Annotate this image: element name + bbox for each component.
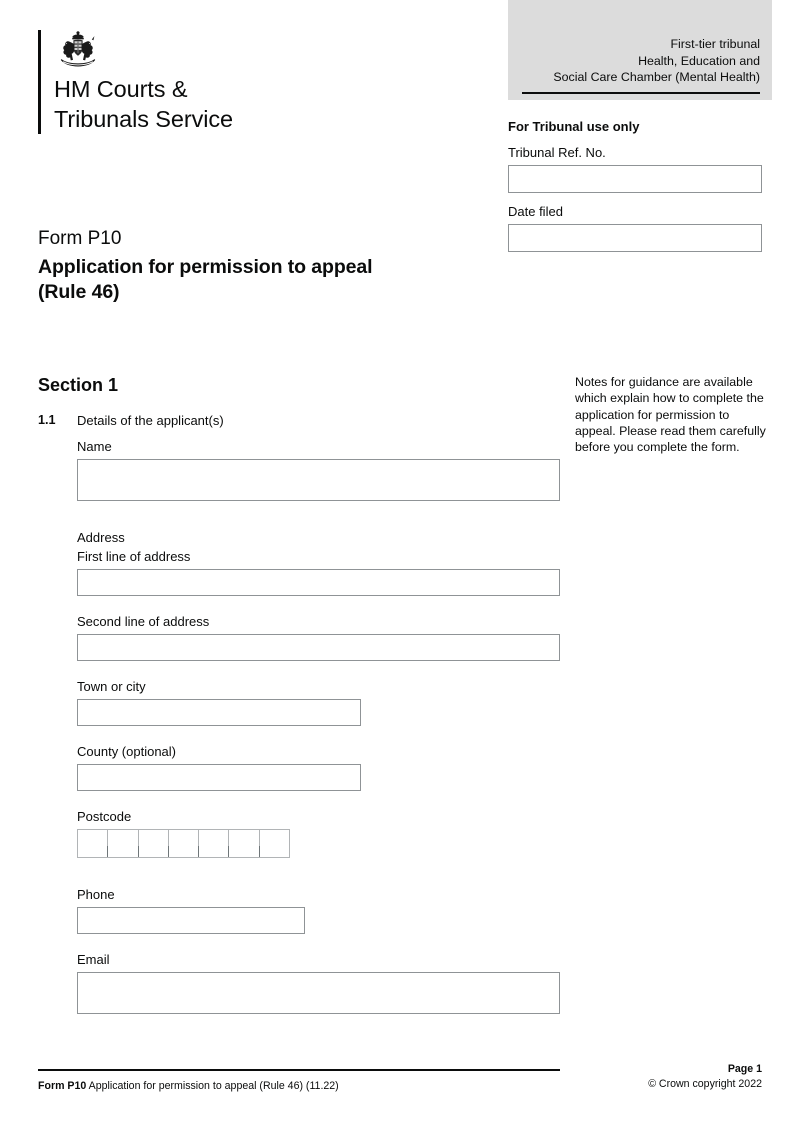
section-heading: Section 1 (38, 375, 119, 395)
footer-form-reference (38, 1079, 339, 1093)
spacer (77, 596, 560, 613)
hmcts-logo (38, 30, 233, 134)
logo-divider-bar (38, 30, 41, 134)
tribunal-use-section (508, 118, 762, 262)
email-label: Email (77, 952, 110, 967)
date-filed-input[interactable] (508, 224, 762, 252)
tribunal-header-box (508, 0, 772, 100)
phone-label: Phone (77, 887, 115, 902)
tribunal-header-line-2: Health, Education and (638, 53, 760, 68)
form-title-block (38, 226, 498, 305)
applicant-details-fields (77, 438, 560, 1014)
spacer (77, 934, 560, 951)
date-filed-label: Date filed (508, 204, 563, 219)
form-number: Form P10 (38, 228, 122, 249)
spacer (77, 791, 560, 808)
address-line2-input[interactable] (77, 634, 560, 661)
logo-line-2: Tribunals Service (54, 106, 233, 132)
spacer (77, 661, 560, 678)
page-number: Page 1 (727, 1063, 762, 1075)
tribunal-ref-label: Tribunal Ref. No. (508, 145, 606, 160)
tribunal-header-line-3: Social Care Chamber (Mental Health) (553, 70, 760, 84)
postcode-input[interactable] (77, 829, 290, 858)
logo-line-1: HM Courts & (54, 76, 188, 102)
form-title-line-2: (Rule 46) (38, 281, 120, 303)
email-input[interactable] (77, 972, 560, 1014)
postcode-cell[interactable] (108, 830, 138, 857)
name-label: Name (77, 439, 112, 454)
tribunal-header-rule (522, 92, 760, 94)
royal-coat-of-arms-icon (56, 30, 100, 70)
postcode-cell[interactable] (260, 830, 289, 857)
postcode-cell[interactable] (229, 830, 259, 857)
tribunal-use-heading: For Tribunal use only (508, 119, 640, 134)
footer-form-title: Application for permission to appeal (Rule 46) (11.22) (88, 1080, 339, 1092)
postcode-cell[interactable] (78, 830, 108, 857)
footer-form-number: Form P10 (38, 1080, 87, 1092)
footer-page-info (648, 1062, 762, 1092)
address-line1-label: First line of address (77, 549, 191, 564)
address-line2-label: Second line of address (77, 614, 210, 629)
guidance-note: Notes for guidance are available which explain how to complete the application for permission to appeal. Please read them carefully before you complete the form. (575, 375, 766, 455)
town-label: Town or city (77, 679, 146, 694)
spacer (77, 858, 560, 886)
postcode-cell[interactable] (169, 830, 199, 857)
footer-divider (38, 1069, 560, 1071)
postcode-label: Postcode (77, 809, 132, 824)
county-label: County (optional) (77, 744, 176, 759)
tribunal-header-line-1: First-tier tribunal (670, 37, 760, 51)
name-input[interactable] (77, 459, 560, 501)
address-line1-input[interactable] (77, 569, 560, 596)
tribunal-ref-input[interactable] (508, 165, 762, 193)
spacer (77, 501, 560, 529)
postcode-cell[interactable] (199, 830, 229, 857)
question-number: 1.1 (38, 413, 56, 427)
address-group-label: Address (77, 530, 125, 545)
town-input[interactable] (77, 699, 361, 726)
question-label: Details of the applicant(s) (77, 413, 224, 428)
copyright-notice: © Crown copyright 2022 (648, 1078, 762, 1090)
spacer (77, 726, 560, 743)
postcode-cell[interactable] (139, 830, 169, 857)
form-title-line-1: Application for permission to appeal (38, 256, 373, 278)
county-input[interactable] (77, 764, 361, 791)
phone-input[interactable] (77, 907, 305, 934)
